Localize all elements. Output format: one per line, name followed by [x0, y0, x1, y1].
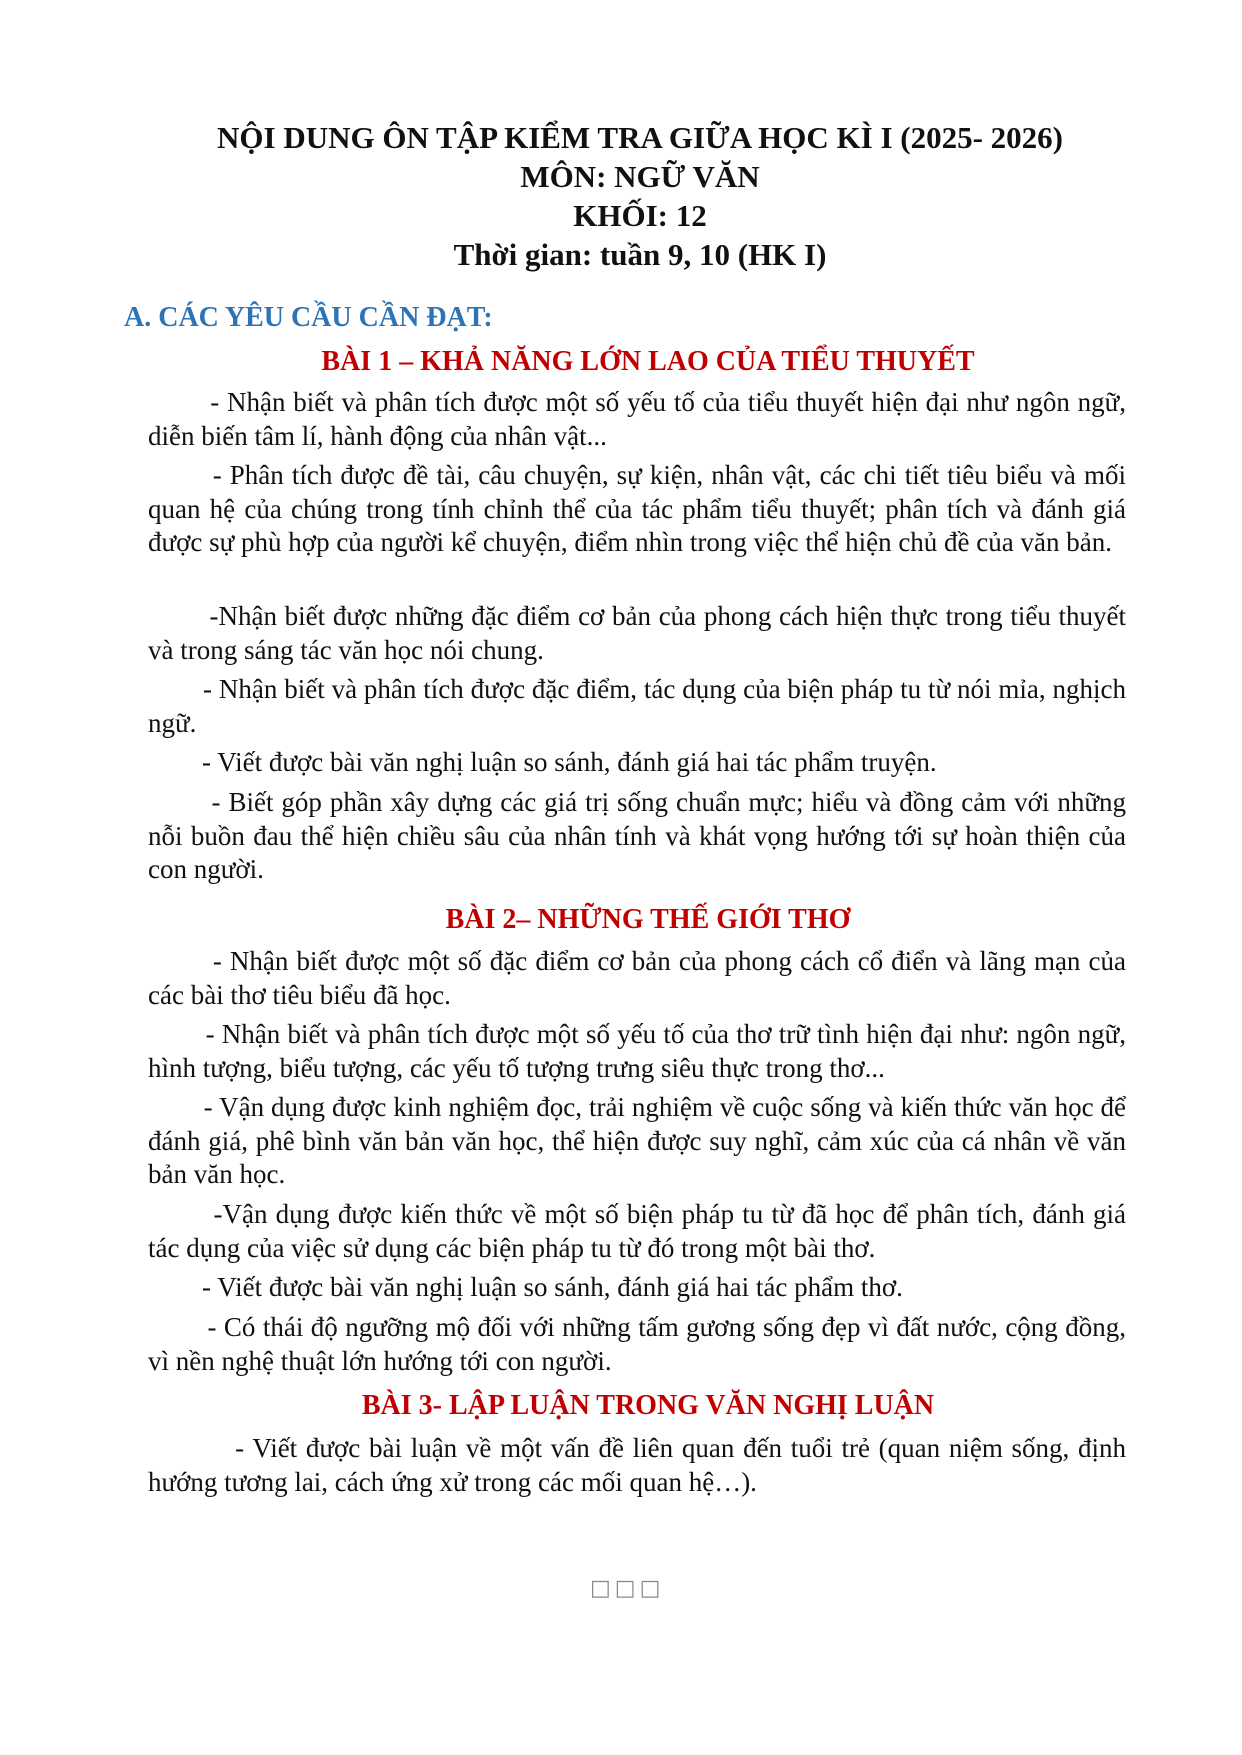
lesson-2-item-5: - Viết được bài văn nghị luận so sánh, đánh giá hai tác phẩm thơ.: [148, 1272, 903, 1302]
lesson-1-item-4: - Nhận biết và phân tích được đặc điểm, tác dụng của biện pháp tu từ nói mỉa, nghịch ngữ.: [148, 674, 1133, 738]
lesson-1-item-6: - Biết góp phần xây dựng các giá trị sống chuẩn mực; hiểu và đồng cảm với những nỗi buồn đau thể hiện chiều sâu của nhân tính và khát vọng hướng tới sự hoàn thiện của con người.: [148, 787, 1133, 884]
lesson-3-title: BÀI 3- LẬP LUẬN TRONG VĂN NGHỊ LUẬN: [361, 1390, 935, 1421]
lesson-2-item-6: - Có thái độ ngưỡng mộ đối với những tấm gương sống đẹp vì đất nước, cộng đồng, vì nền nghệ thuật lớn hướng tới con người.: [148, 1312, 1133, 1376]
lesson-3-item-1: - Viết được bài luận về một vấn đề liên quan đến tuổi trẻ (quan niệm sống, định hướng tương lai, cách ứng xử trong các mối quan hệ…).: [148, 1433, 1133, 1497]
lesson-2-item-2: - Nhận biết và phân tích được một số yếu tố của thơ trữ tình hiện đại như: ngôn ngữ, hình tượng, biểu tượng, các yếu tố tượng trưng siêu thực trong thơ...: [148, 1019, 1133, 1083]
lesson-1-item-5: - Viết được bài văn nghị luận so sánh, đánh giá hai tác phẩm truyện.: [148, 747, 937, 777]
header-subject: MÔN: NGỮ VĂN: [520, 159, 760, 194]
lesson-2-item-4: -Vận dụng được kiến thức về một số biện pháp tu từ đã học để phân tích, đánh giá tác dụng của việc sử dụng các biện pháp tu từ đó trong một bài thơ.: [148, 1199, 1133, 1263]
lesson-1-item-2: - Phân tích được đề tài, câu chuyện, sự kiện, nhân vật, các chi tiết tiêu biểu và mối quan hệ của chúng trong tính chỉnh thể của tác phẩm tiểu thuyết; phân tích và đánh giá được sự phù hợp của người kể chuyện, điểm nhìn trong việc thể hiện chủ đề của văn bản.: [148, 460, 1133, 557]
lesson-1-item-3: -Nhận biết được những đặc điểm cơ bản của phong cách hiện thực trong tiểu thuyết và trong sáng tác văn học nói chung.: [148, 601, 1133, 665]
lesson-1-title: BÀI 1 – KHẢ NĂNG LỚN LAO CỦA TIỂU THUYẾT: [321, 346, 975, 377]
lesson-1-item-1: - Nhận biết và phân tích được một số yếu tố của tiểu thuyết hiện đại như ngôn ngữ, diễn biến tâm lí, hành động của nhân vật...: [148, 387, 1133, 451]
header-title: NỘI DUNG ÔN TẬP KIỂM TRA GIỮA HỌC KÌ I (2025- 2026): [217, 120, 1063, 155]
lesson-2-item-1: - Nhận biết được một số đặc điểm cơ bản của phong cách cổ điển và lãng mạn của các bài thơ tiêu biểu đã học.: [148, 946, 1133, 1010]
document-header: [120, 118, 1160, 274]
header-grade: KHỐI: 12: [573, 198, 707, 233]
lesson-2-item-3: - Vận dụng được kinh nghiệm đọc, trải nghiệm về cuộc sống và kiến thức văn học để đánh giá, phê bình văn bản văn học, thể hiện được suy nghĩ, cảm xúc của cá nhân về văn bản văn học.: [148, 1092, 1133, 1189]
section-a-title: A. CÁC YÊU CẦU CẦN ĐẠT:: [124, 302, 493, 333]
lesson-2-title: BÀI 2– NHỮNG THẾ GIỚI THƠ: [445, 904, 851, 935]
footer-marks: □□□: [590, 1576, 665, 1601]
header-time: Thời gian: tuần 9, 10 (HK I): [453, 237, 827, 272]
